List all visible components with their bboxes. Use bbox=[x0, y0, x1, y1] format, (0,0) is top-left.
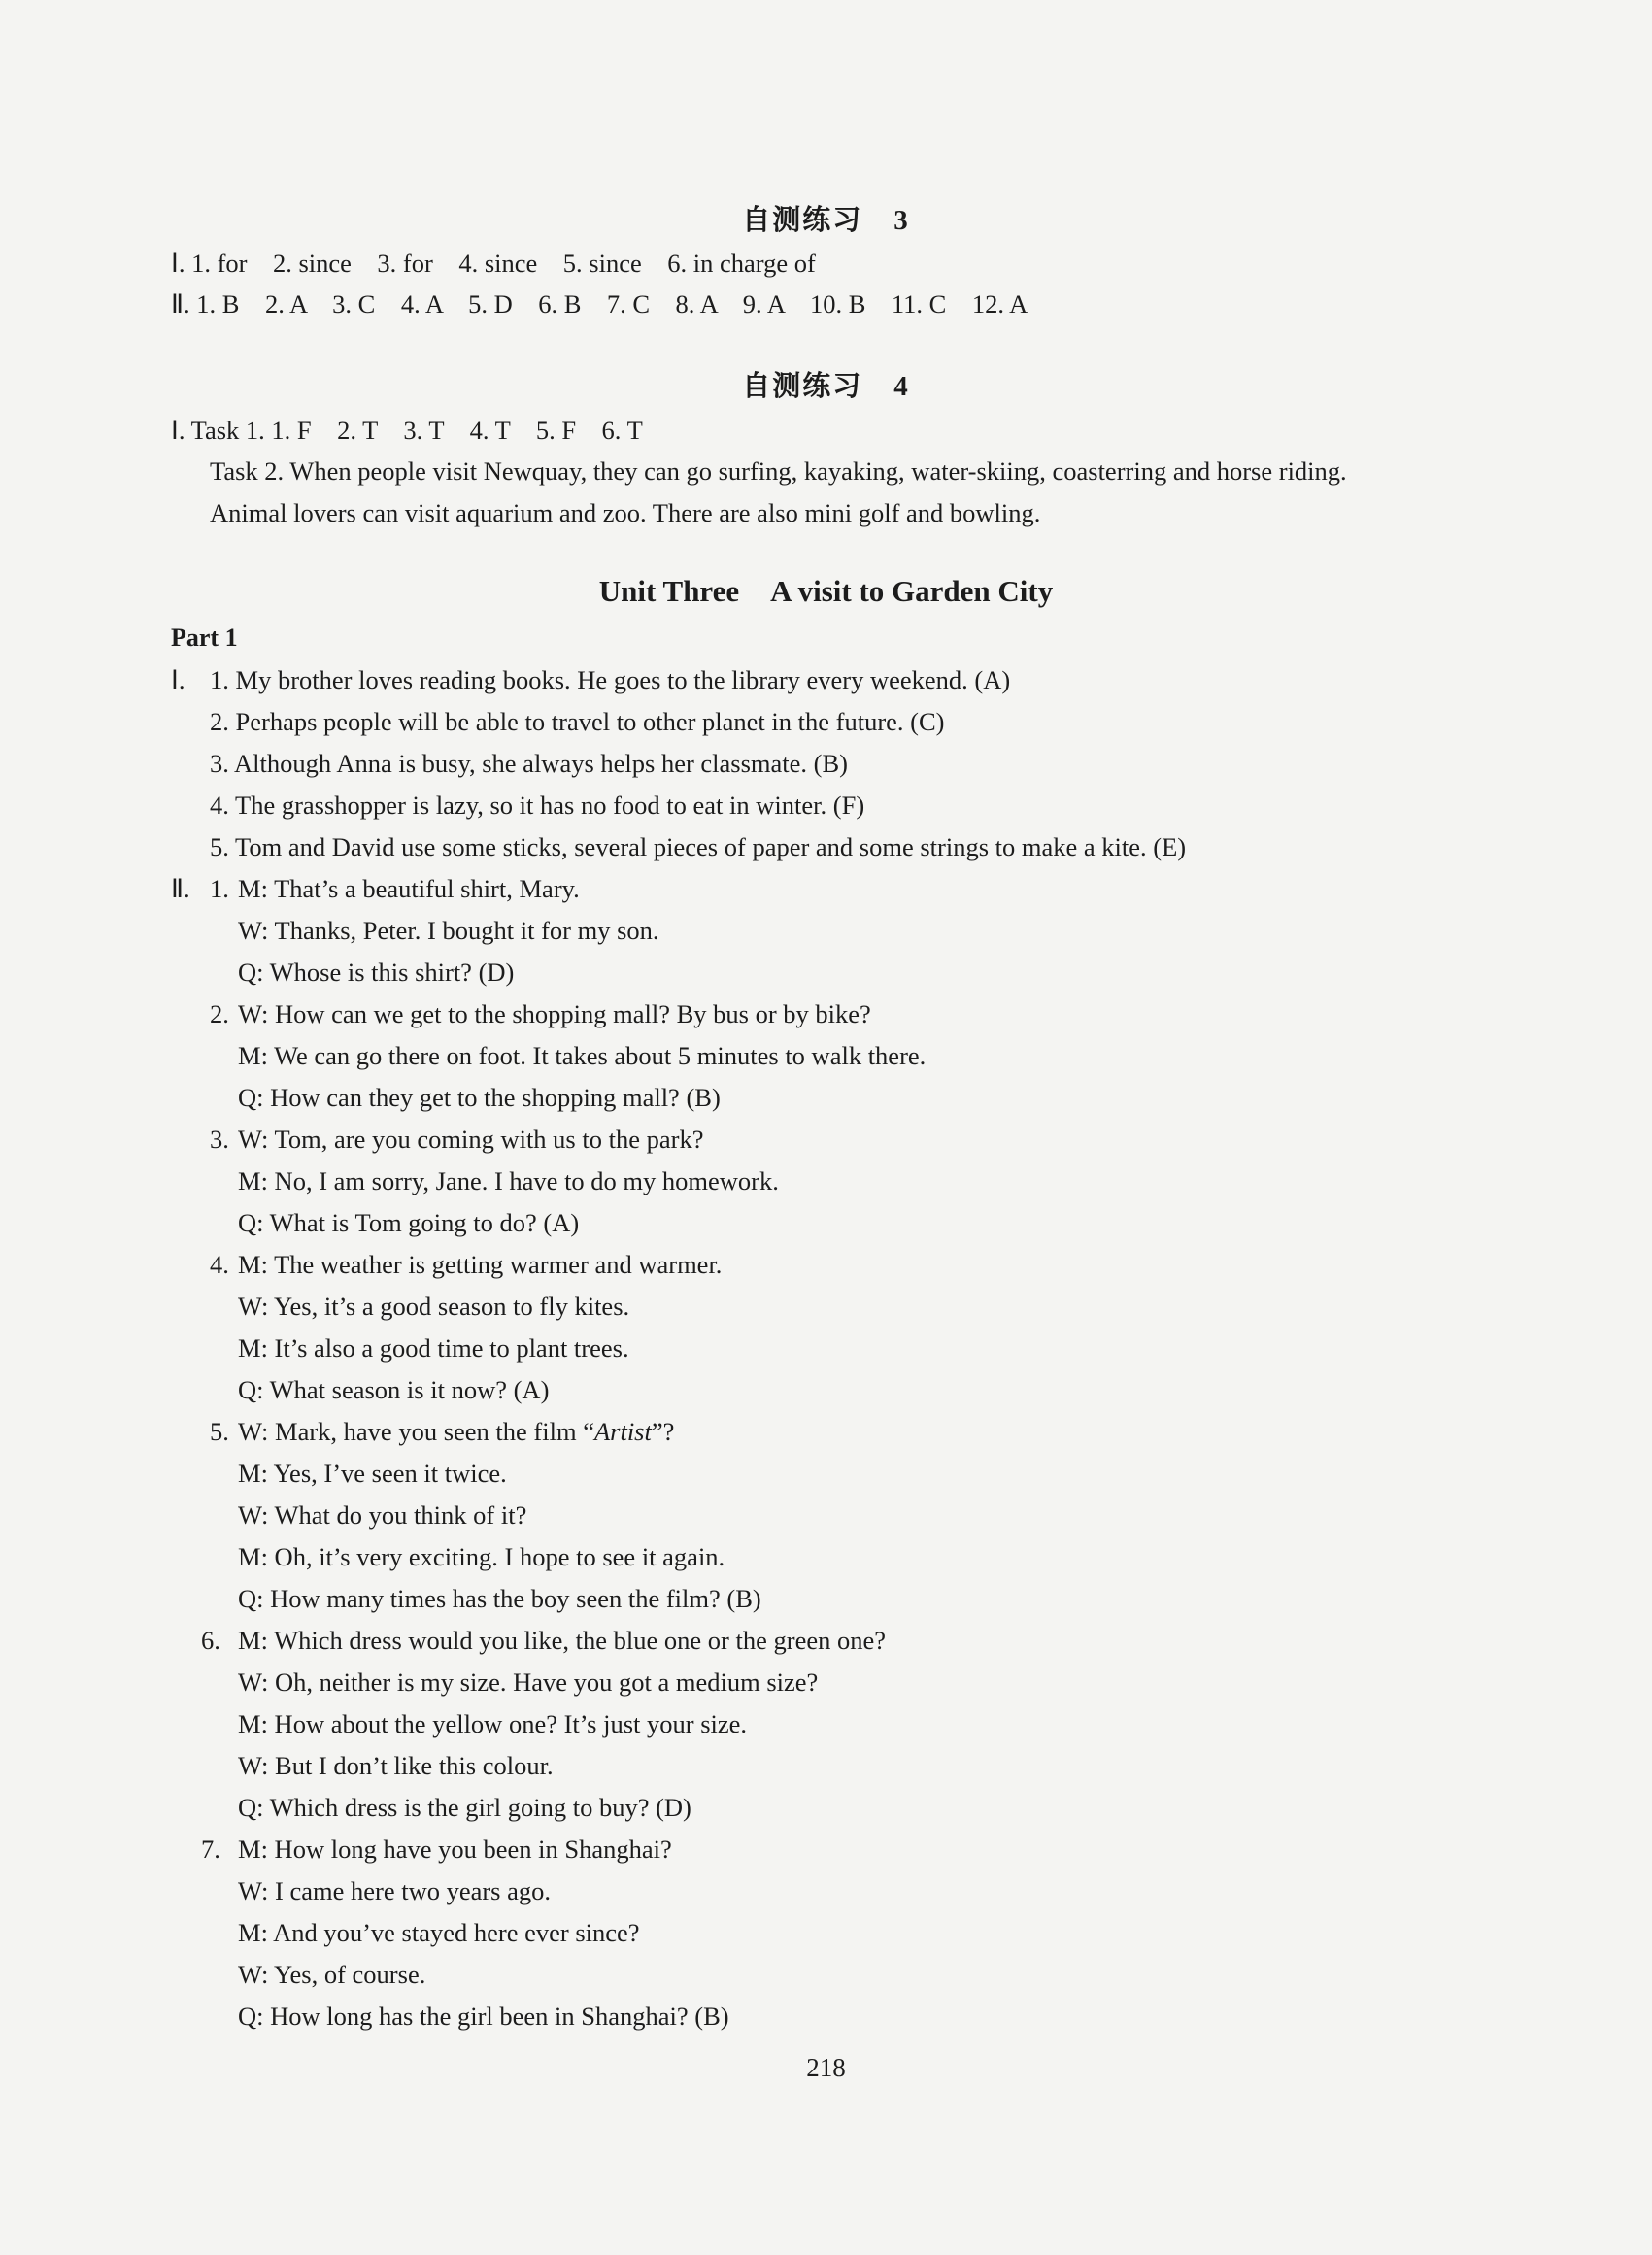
page-number: 218 bbox=[806, 2053, 846, 2082]
section-3-q2 bbox=[171, 287, 1028, 320]
section-3-number: 3 bbox=[893, 205, 910, 236]
dialogue-7-number: 7. bbox=[201, 1834, 220, 1864]
part1-q1-item-5: 5. Tom and David use some sticks, several pieces of paper and some strings to make a kite. (E) bbox=[210, 832, 1187, 861]
dialogue-2-number: 2. bbox=[210, 999, 229, 1028]
section-4-title: 自测练习 bbox=[742, 369, 863, 402]
dialogue-line: W: Tom, are you coming with us to the park? bbox=[238, 1125, 704, 1154]
section-4-task2-line2: Animal lovers can visit aquarium and zoo. There are also mini golf and bowling. bbox=[210, 498, 1041, 527]
answer-text: 1. B 2. A 3. C 4. A 5. D 6. B 7. C 8. A 9. A 10. B 11. C 12. A bbox=[196, 289, 1028, 319]
dialogue-line: Q: Which dress is the girl going to buy? (D) bbox=[238, 1793, 691, 1822]
dialogue-line: M: The weather is getting warmer and warmer. bbox=[238, 1250, 723, 1279]
dialogue-line: Q: Whose is this shirt? (D) bbox=[238, 958, 515, 987]
dialogue-line: M: How about the yellow one? It’s just your size. bbox=[238, 1709, 748, 1738]
roman-label: Ⅰ. bbox=[171, 249, 185, 278]
answer-text: 1. for 2. since 3. for 4. since 5. since 6. in charge of bbox=[191, 249, 816, 278]
dialogue-line: W: I came here two years ago. bbox=[238, 1876, 552, 1905]
unit-heading bbox=[0, 574, 1652, 609]
section-4-number: 4 bbox=[893, 371, 910, 402]
dialogue-line: M: It’s also a good time to plant trees. bbox=[238, 1333, 629, 1363]
dialogue-line: M: No, I am sorry, Jane. I have to do my homework. bbox=[238, 1166, 779, 1195]
dialogue-line: M: How long have you been in Shanghai? bbox=[238, 1834, 672, 1864]
dialogue-line: M: Yes, I’ve seen it twice. bbox=[238, 1459, 507, 1488]
dialogue-line: W: Oh, neither is my size. Have you got a medium size? bbox=[238, 1667, 819, 1697]
part1-q1-item-3: 3. Although Anna is busy, she always helps her classmate. (B) bbox=[210, 749, 849, 778]
dialogue-line bbox=[238, 1415, 674, 1448]
film-title: Artist bbox=[593, 1417, 652, 1446]
dialogue-line: W: Yes, of course. bbox=[238, 1960, 426, 1989]
roman-label: Ⅰ. bbox=[171, 416, 185, 445]
section-3-title: 自测练习 bbox=[742, 203, 863, 236]
part1-q1-item-1: 1. My brother loves reading books. He goes to the library every weekend. (A) bbox=[210, 665, 1011, 694]
dialogue-line: W: But I don’t like this colour. bbox=[238, 1751, 554, 1780]
dialogue-line: W: How can we get to the shopping mall? By bus or by bike? bbox=[238, 999, 871, 1028]
dialogue-line: Q: How long has the girl been in Shanghai? (B) bbox=[238, 2002, 729, 2031]
dialogue-line: W: Thanks, Peter. I bought it for my son. bbox=[238, 916, 659, 945]
dialogue-text: ”? bbox=[651, 1417, 675, 1446]
part1-q1-label: Ⅰ. bbox=[171, 665, 185, 694]
unit-subtitle: A visit to Garden City bbox=[770, 574, 1054, 608]
dialogue-line: M: We can go there on foot. It takes about 5 minutes to walk there. bbox=[238, 1041, 927, 1070]
roman-label: Ⅱ. bbox=[171, 289, 190, 319]
dialogue-text: W: Mark, have you seen the film “ bbox=[238, 1417, 594, 1446]
section-4-q1 bbox=[171, 414, 643, 447]
section-4-task2-line1: Task 2. When people visit Newquay, they can go surfing, kayaking, water-skiing, coasterring and horse riding. bbox=[210, 456, 1347, 486]
dialogue-4-number: 4. bbox=[210, 1250, 229, 1279]
section-3-q1 bbox=[171, 247, 816, 280]
dialogue-line: Q: How many times has the boy seen the film? (B) bbox=[238, 1584, 761, 1613]
part-label: Part 1 bbox=[171, 623, 238, 652]
dialogue-3-number: 3. bbox=[210, 1125, 229, 1154]
section-4-heading bbox=[0, 364, 1652, 404]
dialogue-6-number: 6. bbox=[201, 1626, 220, 1655]
dialogue-line: W: What do you think of it? bbox=[238, 1500, 527, 1530]
unit-title: Unit Three bbox=[598, 574, 740, 608]
part1-q2-label: Ⅱ. bbox=[171, 874, 190, 903]
dialogue-line: Q: How can they get to the shopping mall? (B) bbox=[238, 1083, 721, 1112]
part1-q1-item-4: 4. The grasshopper is lazy, so it has no food to eat in winter. (F) bbox=[210, 791, 865, 820]
dialogue-line: M: Oh, it’s very exciting. I hope to see it again. bbox=[238, 1542, 725, 1571]
dialogue-line: M: Which dress would you like, the blue one or the green one? bbox=[238, 1626, 886, 1655]
section-3-heading bbox=[0, 198, 1652, 238]
dialogue-1-number: 1. bbox=[210, 874, 229, 903]
dialogue-line: M: That’s a beautiful shirt, Mary. bbox=[238, 874, 580, 903]
dialogue-line: Q: What is Tom going to do? (A) bbox=[238, 1208, 580, 1237]
dialogue-5-number: 5. bbox=[210, 1417, 229, 1446]
dialogue-line: W: Yes, it’s a good season to fly kites. bbox=[238, 1292, 630, 1321]
part1-q1-item-2: 2. Perhaps people will be able to travel to other planet in the future. (C) bbox=[210, 707, 945, 736]
answer-text: Task 1. 1. F 2. T 3. T 4. T 5. F 6. T bbox=[190, 416, 643, 445]
dialogue-line: M: And you’ve stayed here ever since? bbox=[238, 1918, 640, 1947]
dialogue-line: Q: What season is it now? (A) bbox=[238, 1375, 550, 1404]
